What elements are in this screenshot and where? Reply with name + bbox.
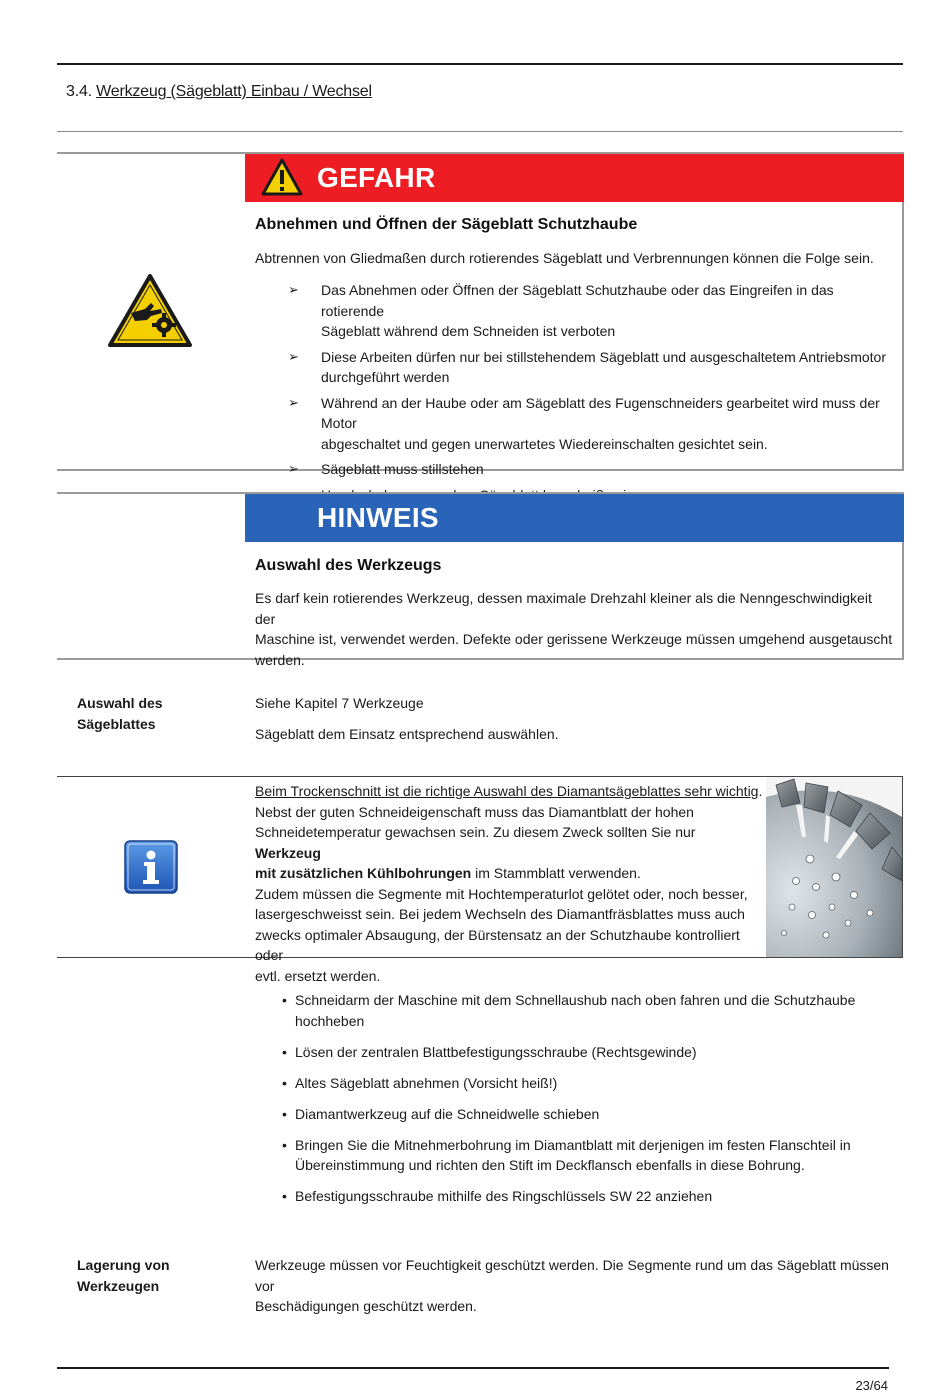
- info-bold: Werkzeug: [255, 844, 321, 861]
- danger-list-item: [286, 459, 898, 480]
- danger-intro: Abtrennen von Gliedmaßen durch rotierendes Sägeblatt und Verbrennungen können die Folge sein.: [255, 250, 874, 266]
- page-number: 23/64: [855, 1378, 888, 1393]
- label-line: Werkzeugen: [77, 1277, 160, 1294]
- blade-selection-label: [77, 693, 163, 734]
- info-underlined: Beim Trockenschnitt ist die richtige Auswahl des Diamantsägeblattes sehr wichtig: [255, 783, 759, 799]
- notice-banner: [245, 494, 904, 542]
- info-line: lasergeschweisst sein. Bei jedem Wechseln des Diamantfräsblattes muss auch: [255, 906, 745, 922]
- danger-list-item: [286, 280, 898, 342]
- info-punct: .: [758, 783, 763, 799]
- notice-line: Maschine ist, verwendet werden. Defekte oder gerissene Werkzeuge müssen umgehend ausgetauscht: [255, 631, 893, 647]
- notice-banner-label: HINWEIS: [317, 502, 439, 533]
- danger-item-line: Sägeblatt muss stillstehen: [321, 461, 484, 477]
- danger-banner: [245, 154, 904, 202]
- top-rule: [57, 63, 903, 65]
- info-icon: [124, 840, 178, 894]
- danger-item-line: durchgeführt werden: [321, 369, 450, 385]
- danger-item-line: abgeschaltet und gegen unerwartetes Wiedereinschalten gesichtet sein.: [321, 435, 768, 452]
- label-line: Sägeblattes: [77, 715, 156, 732]
- title-rule: [57, 131, 903, 132]
- danger-item-line: Diese Arbeiten dürfen nur bei stillstehendem Sägeblatt und ausgeschaltetem Antriebsmotor: [321, 348, 887, 365]
- storage-line: Werkzeuge müssen vor Feuchtigkeit geschützt werden. Die Segmente rund um das Sägeblatt müssen vor: [255, 1257, 889, 1294]
- danger-list: [286, 280, 898, 510]
- danger-item-line: Das Abnehmen oder Öffnen der Sägeblatt Schutzhaube oder das Eingreifen in das rotierende: [321, 282, 834, 319]
- hand-cut-hazard-icon: [107, 273, 193, 349]
- bullet-icon: •: [282, 1136, 287, 1153]
- danger-heading: Abnehmen und Öffnen der Sägeblatt Schutzhaube: [255, 216, 638, 233]
- bullet-icon: •: [282, 992, 287, 1008]
- step-line: Lösen der zentralen Blattbefestigungsschraube (Rechtsgewinde): [295, 1043, 697, 1060]
- step-line: Befestigungsschraube mithilfe des Ringschlüssels SW 22 anziehen: [295, 1188, 713, 1204]
- info-line: Nebst der guten Schneideigenschaft muss das Diamantblatt der hohen: [255, 803, 694, 820]
- info-line: [255, 781, 765, 802]
- bullet-icon: •: [282, 1188, 287, 1204]
- step-item: [280, 1042, 860, 1063]
- arrow-bullet-icon: ➢: [288, 394, 299, 410]
- danger-item-line: Während an der Haube oder am Sägeblatt des Fugenschneiders gearbeitet wird muss der Motor: [321, 394, 880, 431]
- arrow-bullet-icon: ➢: [288, 282, 299, 297]
- danger-list-item: [286, 347, 898, 388]
- blade-selection-ref: Siehe Kapitel 7 Werkzeuge: [255, 695, 424, 711]
- notice-text: [255, 588, 895, 670]
- storage-label: [77, 1255, 170, 1296]
- step-line: Übereinstimmung und richten den Stift im Deckflansch ebenfalls in diese Bohrung.: [295, 1157, 805, 1173]
- step-line: Diamantwerkzeug auf die Schneidwelle schieben: [295, 1105, 600, 1122]
- step-item: [280, 1073, 860, 1094]
- steps-list: [280, 990, 860, 1217]
- section-title: [66, 83, 372, 101]
- notice-line: Es darf kein rotierendes Werkzeug, dessen maximale Drehzahl kleiner als die Nenngeschwindigkeit der: [255, 590, 872, 627]
- step-item: [280, 1104, 860, 1125]
- info-line-part: im Stammblatt verwenden.: [471, 865, 641, 881]
- storage-line: Beschädigungen geschützt werden.: [255, 1298, 477, 1314]
- step-line: Bringen Sie die Mitnehmerbohrung im Diamantblatt mit derjenigen im festen Flanschteil in: [295, 1136, 851, 1153]
- step-item: [280, 990, 860, 1031]
- section-number: 3.4.: [66, 83, 92, 100]
- info-line: [255, 822, 765, 863]
- step-line: Altes Sägeblatt abnehmen (Vorsicht heiß!): [295, 1074, 558, 1091]
- info-line: evtl. ersetzt werden.: [255, 967, 381, 984]
- info-line: Zudem müssen die Segmente mit Hochtemperaturlot gelötet oder, noch besser,: [255, 885, 748, 902]
- info-line: zwecks optimaler Absaugung, der Bürstensatz an der Schutzhaube kontrolliert oder: [255, 926, 740, 963]
- label-line: Lagerung von: [77, 1257, 170, 1273]
- info-line: [255, 863, 765, 884]
- danger-list-item: [286, 393, 898, 455]
- step-item: [280, 1186, 860, 1207]
- step-item: [280, 1135, 860, 1176]
- notice-line: werden.: [255, 651, 305, 668]
- storage-text: [255, 1255, 895, 1317]
- info-line-part: Schneidetemperatur gewachsen sein. Zu diesem Zweck sollten Sie nur: [255, 824, 696, 840]
- danger-item-line: Sägeblatt während dem Schneiden ist verboten: [321, 323, 616, 339]
- label-line: Auswahl des: [77, 695, 163, 711]
- info-text: [255, 781, 765, 986]
- arrow-bullet-icon: ➢: [288, 461, 299, 476]
- diamond-blade-photo: [766, 777, 902, 957]
- blade-selection-text: Sägeblatt dem Einsatz entsprechend auswählen.: [255, 726, 559, 742]
- bullet-icon: •: [282, 1043, 287, 1060]
- info-right-edge: [902, 776, 903, 958]
- step-line: Schneidarm der Maschine mit dem Schnellaushub nach oben fahren und die Schutzhaube: [295, 992, 856, 1008]
- footer-rule: [57, 1367, 889, 1369]
- section-title-text: Werkzeug (Sägeblatt) Einbau / Wechsel: [96, 83, 372, 100]
- step-line: hochheben: [295, 1012, 365, 1029]
- info-bold: mit zusätzlichen Kühlbohrungen: [255, 865, 472, 881]
- bullet-icon: •: [282, 1105, 287, 1122]
- notice-heading: Auswahl des Werkzeugs: [255, 557, 442, 574]
- warning-triangle-icon: [261, 158, 303, 196]
- arrow-bullet-icon: ➢: [288, 348, 299, 364]
- bullet-icon: •: [282, 1074, 287, 1091]
- danger-banner-label: GEFAHR: [317, 162, 436, 193]
